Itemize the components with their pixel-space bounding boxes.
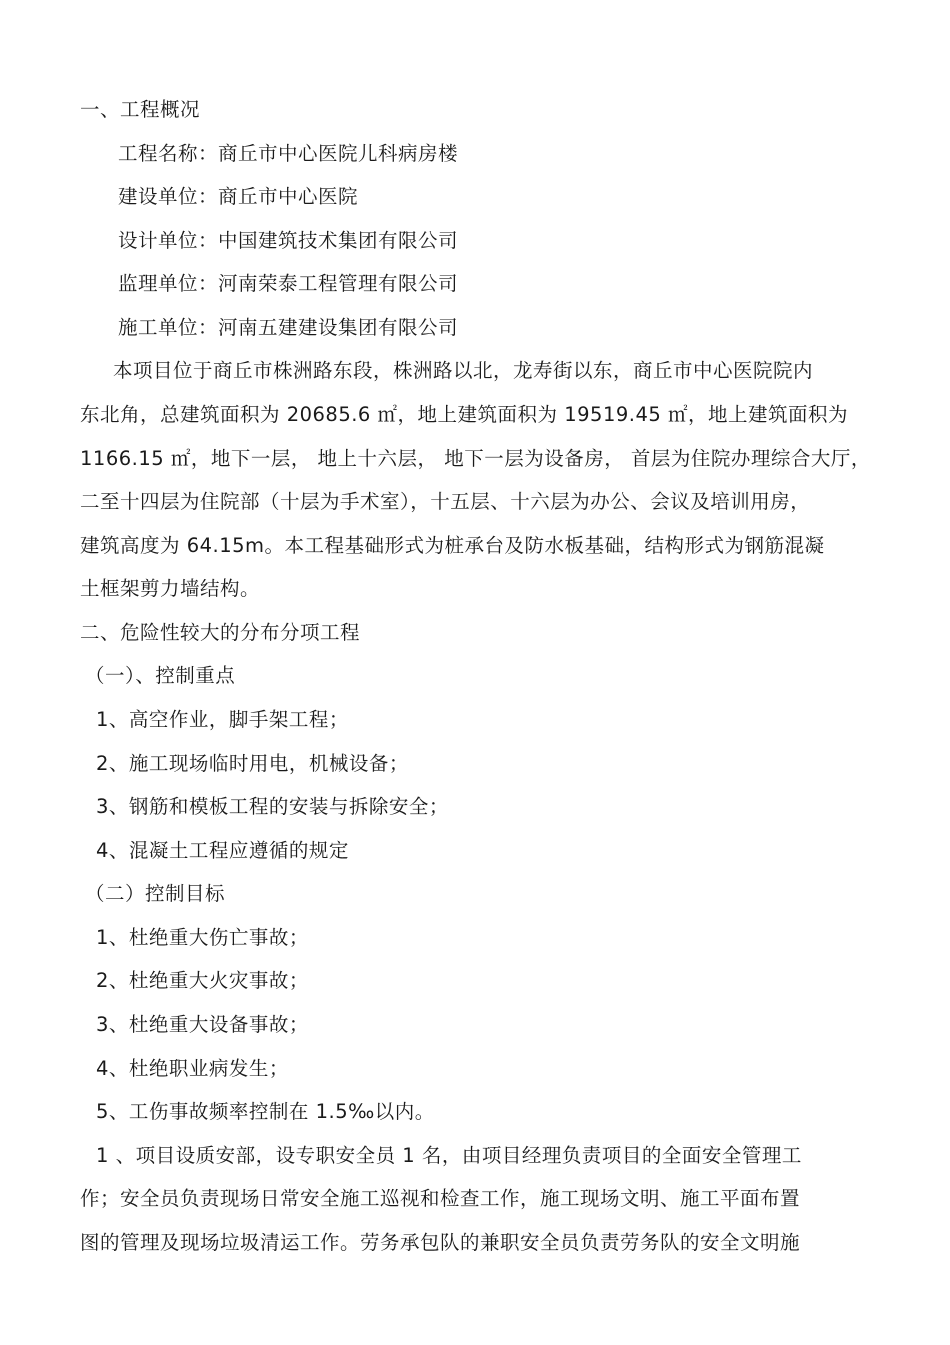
control-point-item: 3、钢筋和模板工程的安装与拆除安全； [96, 795, 449, 818]
control-target-item: 5、工伤事故频率控制在 1.5‰以内。 [96, 1100, 435, 1123]
description-line: 本项目位于商丘市株洲路东段，株洲路以北，龙寿街以东，商丘市中心医院院内 [113, 359, 814, 382]
hazard-heading: 二、危险性较大的分布分项工程 [80, 621, 361, 644]
supervisor-line: 监理单位：河南荣泰工程管理有限公司 [118, 272, 459, 295]
control-points-heading: （一）、控制重点 [85, 664, 236, 687]
control-target-item: 1、杜绝重大伤亡事故； [96, 926, 309, 949]
safety-org-line: 图的管理及现场垃圾清运工作。劳务承包队的兼职安全员负责劳务队的安全文明施 [80, 1231, 801, 1254]
safety-org-line: 1 、项目设质安部，设专职安全员 1 名，由项目经理负责项目的全面安全管理工 [96, 1144, 802, 1167]
control-target-item: 4、杜绝职业病发生； [96, 1057, 289, 1080]
owner-line: 建设单位：商丘市中心医院 [118, 185, 359, 208]
control-target-item: 2、杜绝重大火灾事故； [96, 969, 309, 992]
project-name-line: 工程名称：商丘市中心医院儿科病房楼 [118, 142, 459, 165]
description-line: 建筑高度为 64.15m。本工程基础形式为桩承台及防水板基础，结构形式为钢筋混凝 [80, 534, 825, 557]
control-point-item: 2、施工现场临时用电，机械设备； [96, 752, 409, 775]
description-line: 1166.15 ㎡，地下一层， 地上十六层， 地下一层为设备房， 首层为住院办理综合大厅， [80, 447, 871, 470]
control-point-item: 4、混凝土工程应遵循的规定 [96, 839, 349, 862]
control-target-item: 3、杜绝重大设备事故； [96, 1013, 309, 1036]
designer-line: 设计单位：中国建筑技术集团有限公司 [118, 229, 459, 252]
description-line: 东北角，总建筑面积为 20685.6 ㎡，地上建筑面积为 19519.45 ㎡，地上建筑面积为 [80, 403, 848, 426]
contractor-line: 施工单位：河南五建建设集团有限公司 [118, 316, 459, 339]
control-targets-heading: （二）控制目标 [85, 882, 226, 905]
overview-heading: 一、工程概况 [80, 98, 201, 121]
control-point-item: 1、高空作业，脚手架工程； [96, 708, 349, 731]
description-line: 二至十四层为住院部（十层为手术室），十五层、十六层为办公、会议及培训用房， [80, 490, 811, 513]
description-line: 土框架剪力墙结构。 [80, 577, 261, 600]
safety-org-line: 作；安全员负责现场日常安全施工巡视和检查工作，施工现场文明、施工平面布置 [80, 1187, 801, 1210]
